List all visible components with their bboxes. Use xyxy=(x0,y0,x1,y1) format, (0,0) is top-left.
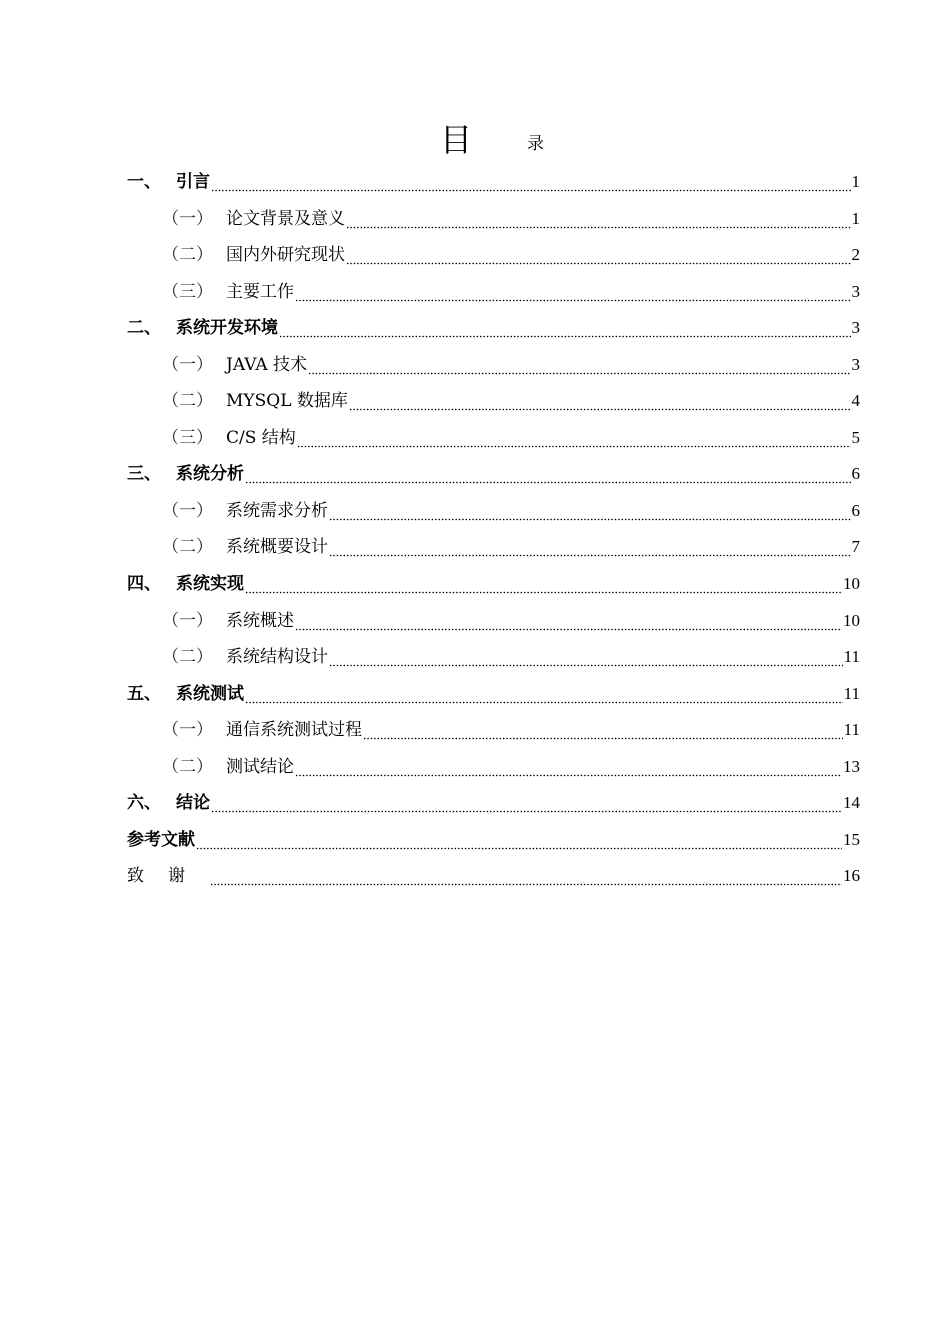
toc-entry-label: 引言 xyxy=(176,172,210,192)
toc-entry-number: （二） xyxy=(162,537,213,557)
toc-entry-page: 6 xyxy=(851,464,860,483)
toc-entry-section[interactable] xyxy=(162,385,860,413)
toc-entry-section[interactable] xyxy=(162,641,860,669)
toc-entry-section[interactable] xyxy=(162,239,860,267)
toc-entry-section[interactable] xyxy=(162,203,860,231)
toc-entry-chapter[interactable] xyxy=(127,166,860,194)
toc-entry-number: （一） xyxy=(162,209,213,229)
toc-entry-page: 10 xyxy=(843,574,860,593)
toc-title xyxy=(0,118,950,164)
dot-leader xyxy=(210,864,842,888)
toc-entry-label: 参考文献 xyxy=(127,830,195,850)
dot-leader xyxy=(329,645,843,669)
dot-leader xyxy=(295,755,842,779)
dot-leader xyxy=(211,170,851,194)
toc-entry-page: 13 xyxy=(843,757,860,776)
dot-leader xyxy=(363,718,843,742)
toc-entry-number: 四、 xyxy=(127,574,161,594)
dot-leader xyxy=(245,572,842,596)
dot-leader xyxy=(297,426,851,450)
dot-leader xyxy=(308,353,850,377)
toc-entry-label: 系统测试 xyxy=(176,684,244,704)
toc-entry-page: 2 xyxy=(851,245,860,264)
toc-entry-section[interactable] xyxy=(162,714,860,742)
toc-entry-label: MYSQL 数据库 xyxy=(226,391,348,411)
toc-entry-label: 测试结论 xyxy=(226,757,294,777)
toc-entry-acknowledgements[interactable] xyxy=(127,860,860,888)
toc-entry-number: （三） xyxy=(162,282,213,302)
toc-entry-label: C/S 结构 xyxy=(226,428,296,448)
toc-entry-page: 16 xyxy=(843,866,860,885)
toc-entry-section[interactable] xyxy=(162,531,860,559)
toc-entry-section[interactable] xyxy=(162,422,860,450)
toc-entry-number: （一） xyxy=(162,611,213,631)
toc-entry-page: 11 xyxy=(843,647,860,666)
dot-leader xyxy=(196,828,842,852)
dot-leader xyxy=(245,462,851,486)
toc-entry-number: （二） xyxy=(162,391,213,411)
dot-leader xyxy=(349,389,851,413)
toc-entry-page: 1 xyxy=(851,209,860,228)
dot-leader xyxy=(346,207,851,231)
dot-leader xyxy=(245,682,843,706)
toc-entry-number: 一、 xyxy=(127,172,161,192)
toc-entry-page: 10 xyxy=(843,611,860,630)
toc-entry-label: 系统需求分析 xyxy=(226,501,328,521)
dot-leader xyxy=(346,243,851,267)
toc-entry-label: JAVA 技术 xyxy=(226,355,308,375)
toc-entry-number: （一） xyxy=(162,720,213,740)
toc-entry-number: 三、 xyxy=(127,464,161,484)
toc-entry-section[interactable] xyxy=(162,605,860,633)
toc-entry-chapter[interactable] xyxy=(127,458,860,486)
toc-entry-chapter[interactable] xyxy=(127,678,860,706)
toc-entry-label: 系统开发环境 xyxy=(176,318,278,338)
toc-entry-section[interactable] xyxy=(162,349,860,377)
toc-entry-number: （二） xyxy=(162,245,213,265)
toc-entry-page: 11 xyxy=(843,720,860,739)
toc-entry-chapter[interactable] xyxy=(127,312,860,340)
dot-leader xyxy=(295,609,842,633)
toc-entry-page: 1 xyxy=(851,172,860,191)
dot-leader xyxy=(329,499,851,523)
dot-leader xyxy=(329,535,851,559)
toc-entry-number: （二） xyxy=(162,757,213,777)
dot-leader xyxy=(295,280,851,304)
dot-leader xyxy=(211,791,842,815)
toc-entry-label: 结论 xyxy=(176,793,210,813)
toc-entry-page: 3 xyxy=(851,318,860,337)
toc-entry-references[interactable] xyxy=(127,824,860,852)
toc-entry-chapter[interactable] xyxy=(127,568,860,596)
toc-title-char-2: 录 xyxy=(527,134,544,154)
toc-entry-section[interactable] xyxy=(162,495,860,523)
toc-entry-chapter[interactable] xyxy=(127,787,860,815)
toc-entry-page: 14 xyxy=(843,793,860,812)
toc-entry-label: 系统概述 xyxy=(226,611,294,631)
toc-entry-page: 15 xyxy=(843,830,860,849)
toc-entry-page: 11 xyxy=(843,684,860,703)
toc-title-char-1: 目 xyxy=(440,121,473,159)
toc-entry-page: 7 xyxy=(851,537,860,556)
toc-entry-number: （一） xyxy=(162,355,213,375)
toc-entry-page: 3 xyxy=(851,282,860,301)
toc-entry-number: （三） xyxy=(162,428,213,448)
toc-entry-page: 5 xyxy=(851,428,860,447)
toc-entry-number: （二） xyxy=(162,647,213,667)
toc-entry-label: 系统结构设计 xyxy=(226,647,328,667)
toc-entry-label: 论文背景及意义 xyxy=(226,209,345,229)
toc-entry-label: 国内外研究现状 xyxy=(226,245,345,265)
toc-entry-section[interactable] xyxy=(162,276,860,304)
toc-entry-page: 4 xyxy=(851,391,860,410)
toc-entry-number: 二、 xyxy=(127,318,161,338)
toc-entry-label: 致谢 xyxy=(127,866,209,886)
toc-entry-label: 系统概要设计 xyxy=(226,537,328,557)
toc-entry-number: 五、 xyxy=(127,684,161,704)
toc-entry-page: 6 xyxy=(851,501,860,520)
toc-entry-label: 系统分析 xyxy=(176,464,244,484)
toc-entry-label: 主要工作 xyxy=(226,282,294,302)
toc-entry-label: 系统实现 xyxy=(176,574,244,594)
toc-entry-page: 3 xyxy=(851,355,860,374)
dot-leader xyxy=(279,316,851,340)
toc-entry-number: （一） xyxy=(162,501,213,521)
toc-entry-label: 通信系统测试过程 xyxy=(226,720,362,740)
toc-entry-section[interactable] xyxy=(162,751,860,779)
toc-entry-number: 六、 xyxy=(127,793,161,813)
